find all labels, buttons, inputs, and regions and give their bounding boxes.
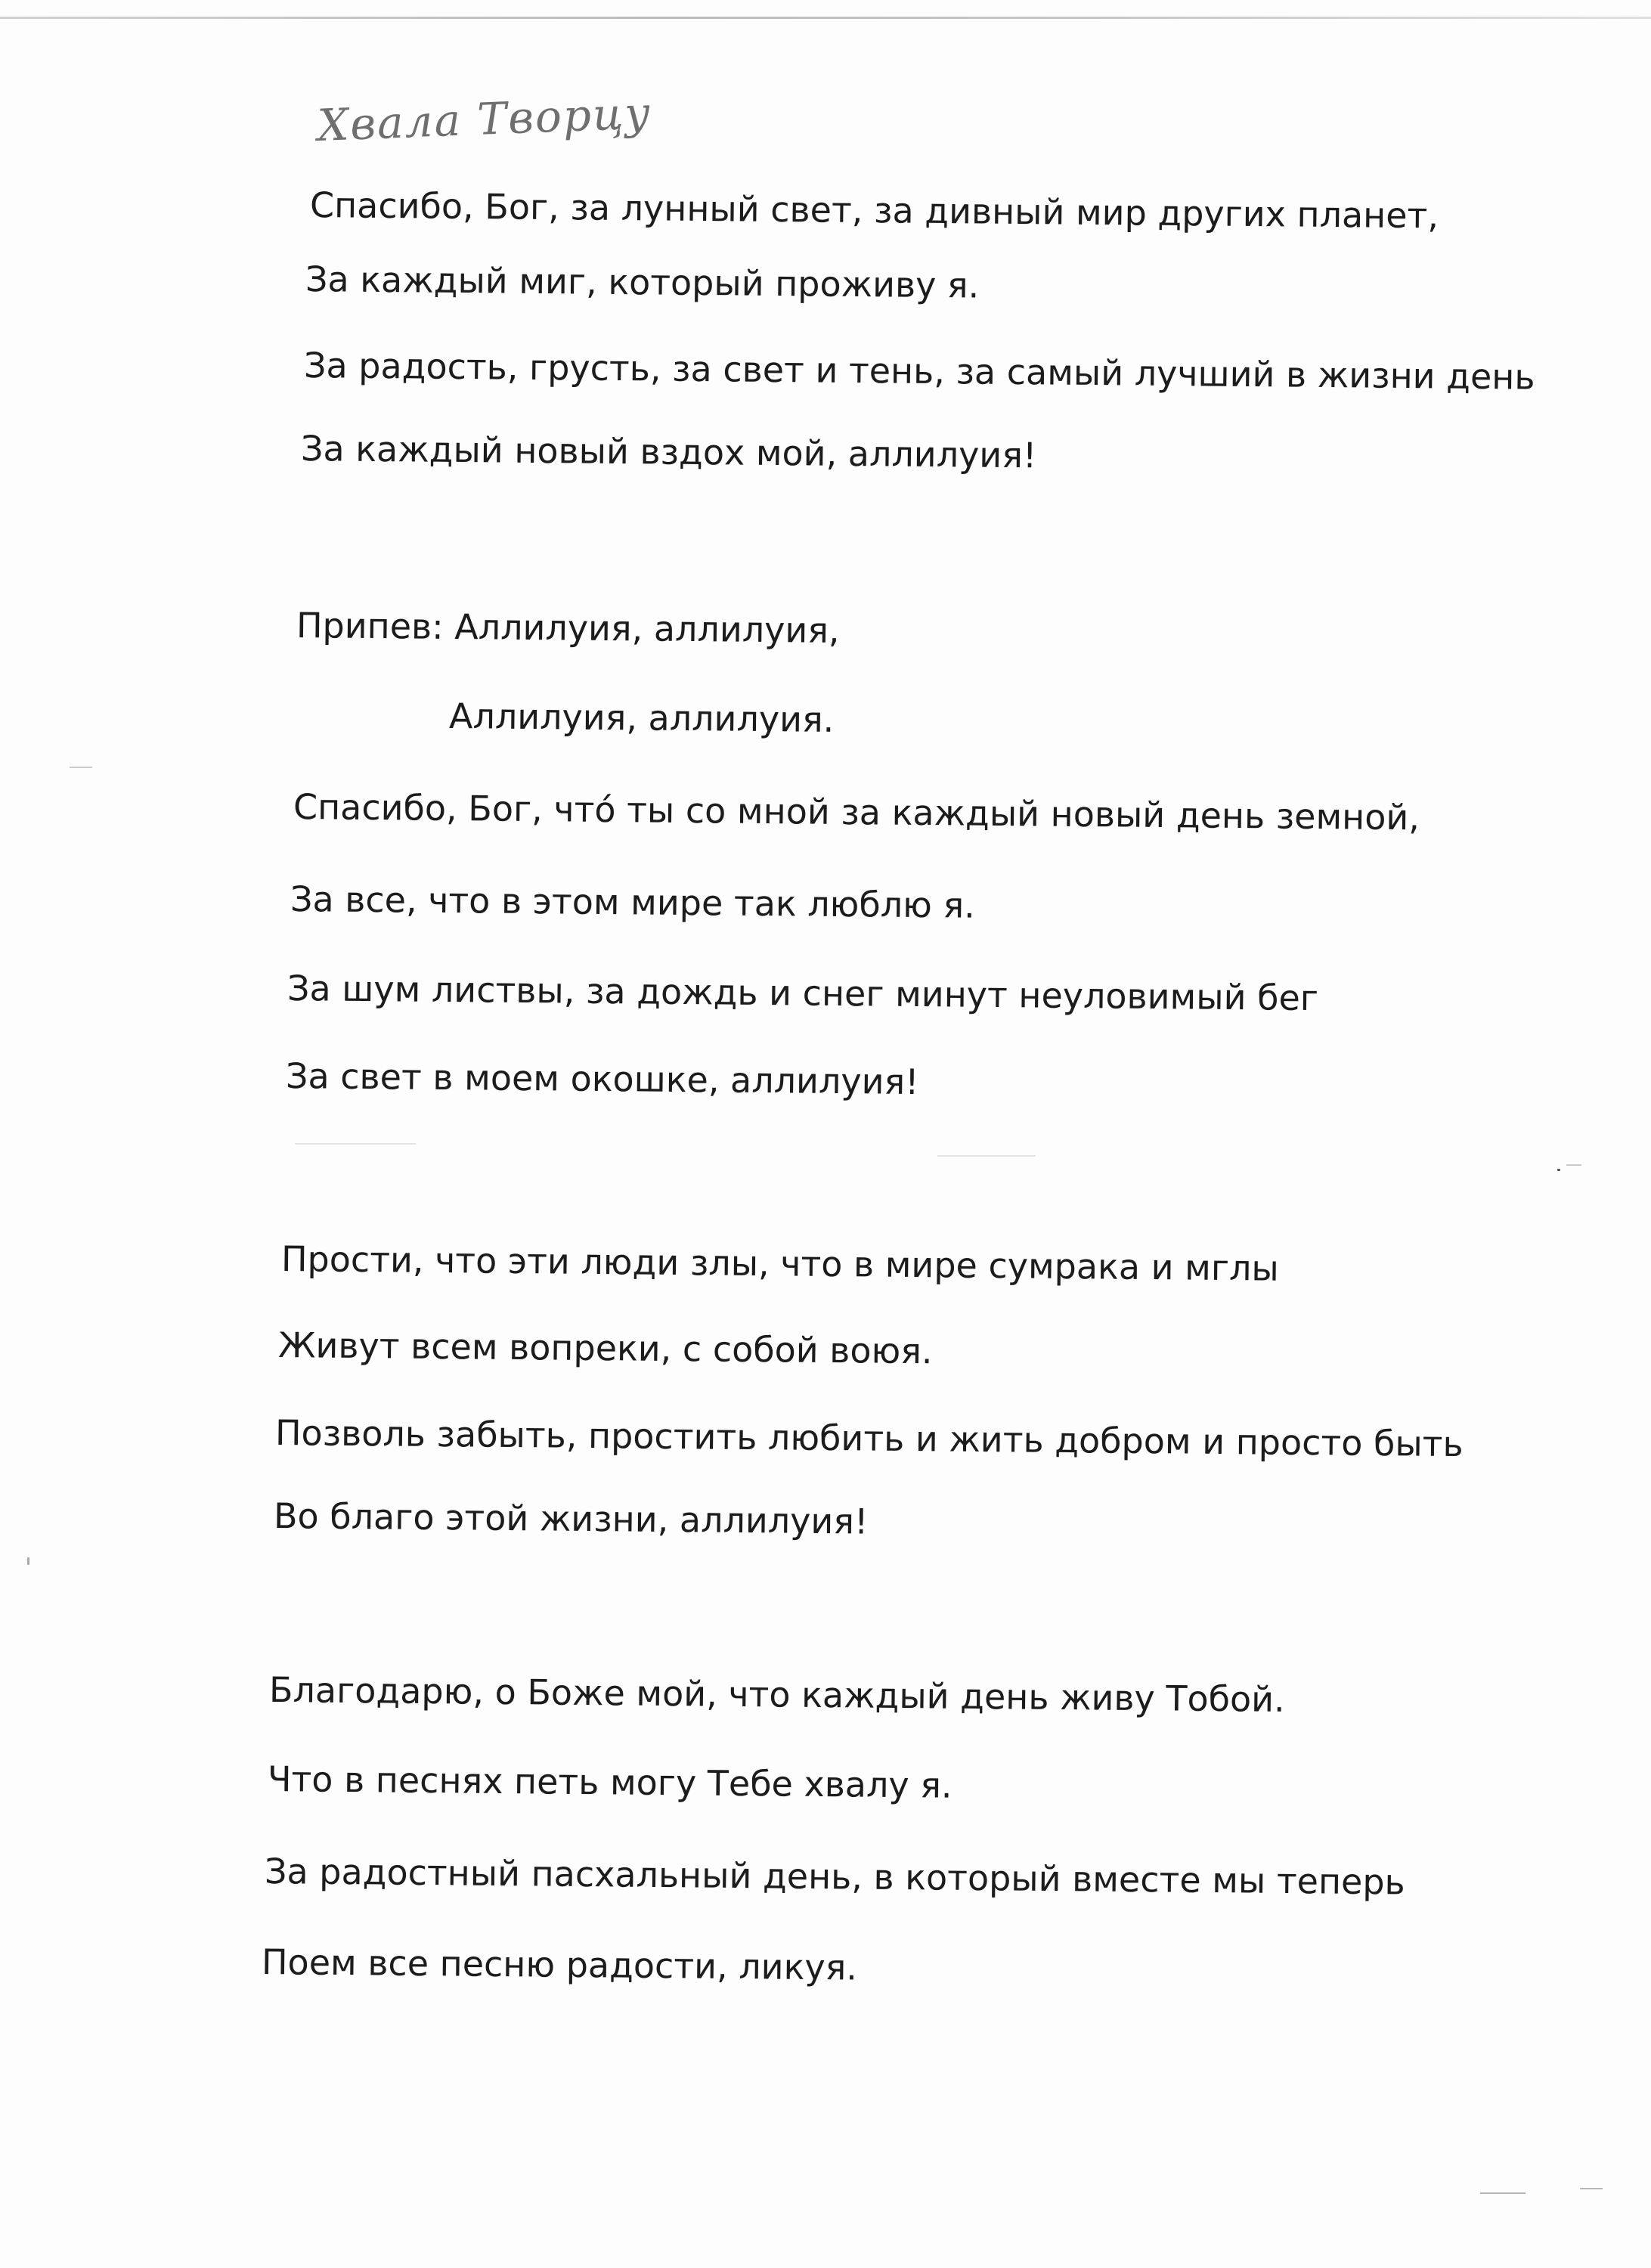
scan-smudge [937, 1155, 1036, 1157]
scan-smudge [295, 1143, 416, 1145]
verse-1-line-4: За каждый новый вздох мой, аллилуия! [300, 428, 1037, 476]
verse-2-line-2: За все, что в этом мире так люблю я. [290, 878, 976, 926]
verse-1-line-1: Спасибо, Бог, за лунный свет, за дивный мир других планет, [309, 184, 1439, 237]
margin-tick [70, 767, 92, 768]
verse-4-line-3: За радостный пасхальный день, в который вместе мы теперь [264, 1851, 1405, 1903]
corner-mark [1580, 2188, 1603, 2189]
verse-3-line-2: Живут всем вопреки, с собой воюя. [277, 1325, 933, 1372]
verse-4-line-2: Что в песнях петь могу Тебе хвалу я. [267, 1758, 952, 1806]
handwritten-title: Хвала Творцу [316, 87, 653, 151]
verse-3-line-3: Позволь забыть, простить любить и жить добром и просто быть [274, 1412, 1464, 1465]
chorus-line-1: Припев: Аллилуия, аллилуия, [296, 605, 840, 651]
verse-4-line-1: Благодарю, о Боже мой, что каждый день живу Тобой. [268, 1669, 1285, 1720]
verse-3-line-4: Во благо этой жизни, аллилуия! [273, 1495, 869, 1542]
scan-speck [27, 1557, 29, 1565]
verse-1-line-3: За радость, грусть, за свет и тень, за самый лучший в жизни день [303, 345, 1535, 398]
scan-speck [1557, 1169, 1560, 1171]
verse-2-line-1: Спасибо, Бог, что́ ты со мной за каждый новый день земной, [293, 786, 1420, 838]
verse-2-line-3: За шум листвы, за дождь и снег минут неуловимый бег [287, 968, 1319, 1019]
page-top-edge [0, 17, 1651, 19]
verse-1-line-2: За каждый миг, который проживу я. [305, 259, 980, 306]
margin-tick [1566, 1164, 1581, 1166]
verse-2-line-4: За свет в моем окошке, аллилуия! [285, 1055, 919, 1103]
verse-4-line-4: Поем все песню радости, ликуя. [261, 1941, 858, 1988]
chorus-line-2: Аллилуия, аллилуия. [448, 696, 835, 740]
verse-3-line-1: Прости, что эти люди злы, что в мире сумрака и мглы [280, 1238, 1280, 1289]
corner-mark [1480, 2192, 1526, 2194]
